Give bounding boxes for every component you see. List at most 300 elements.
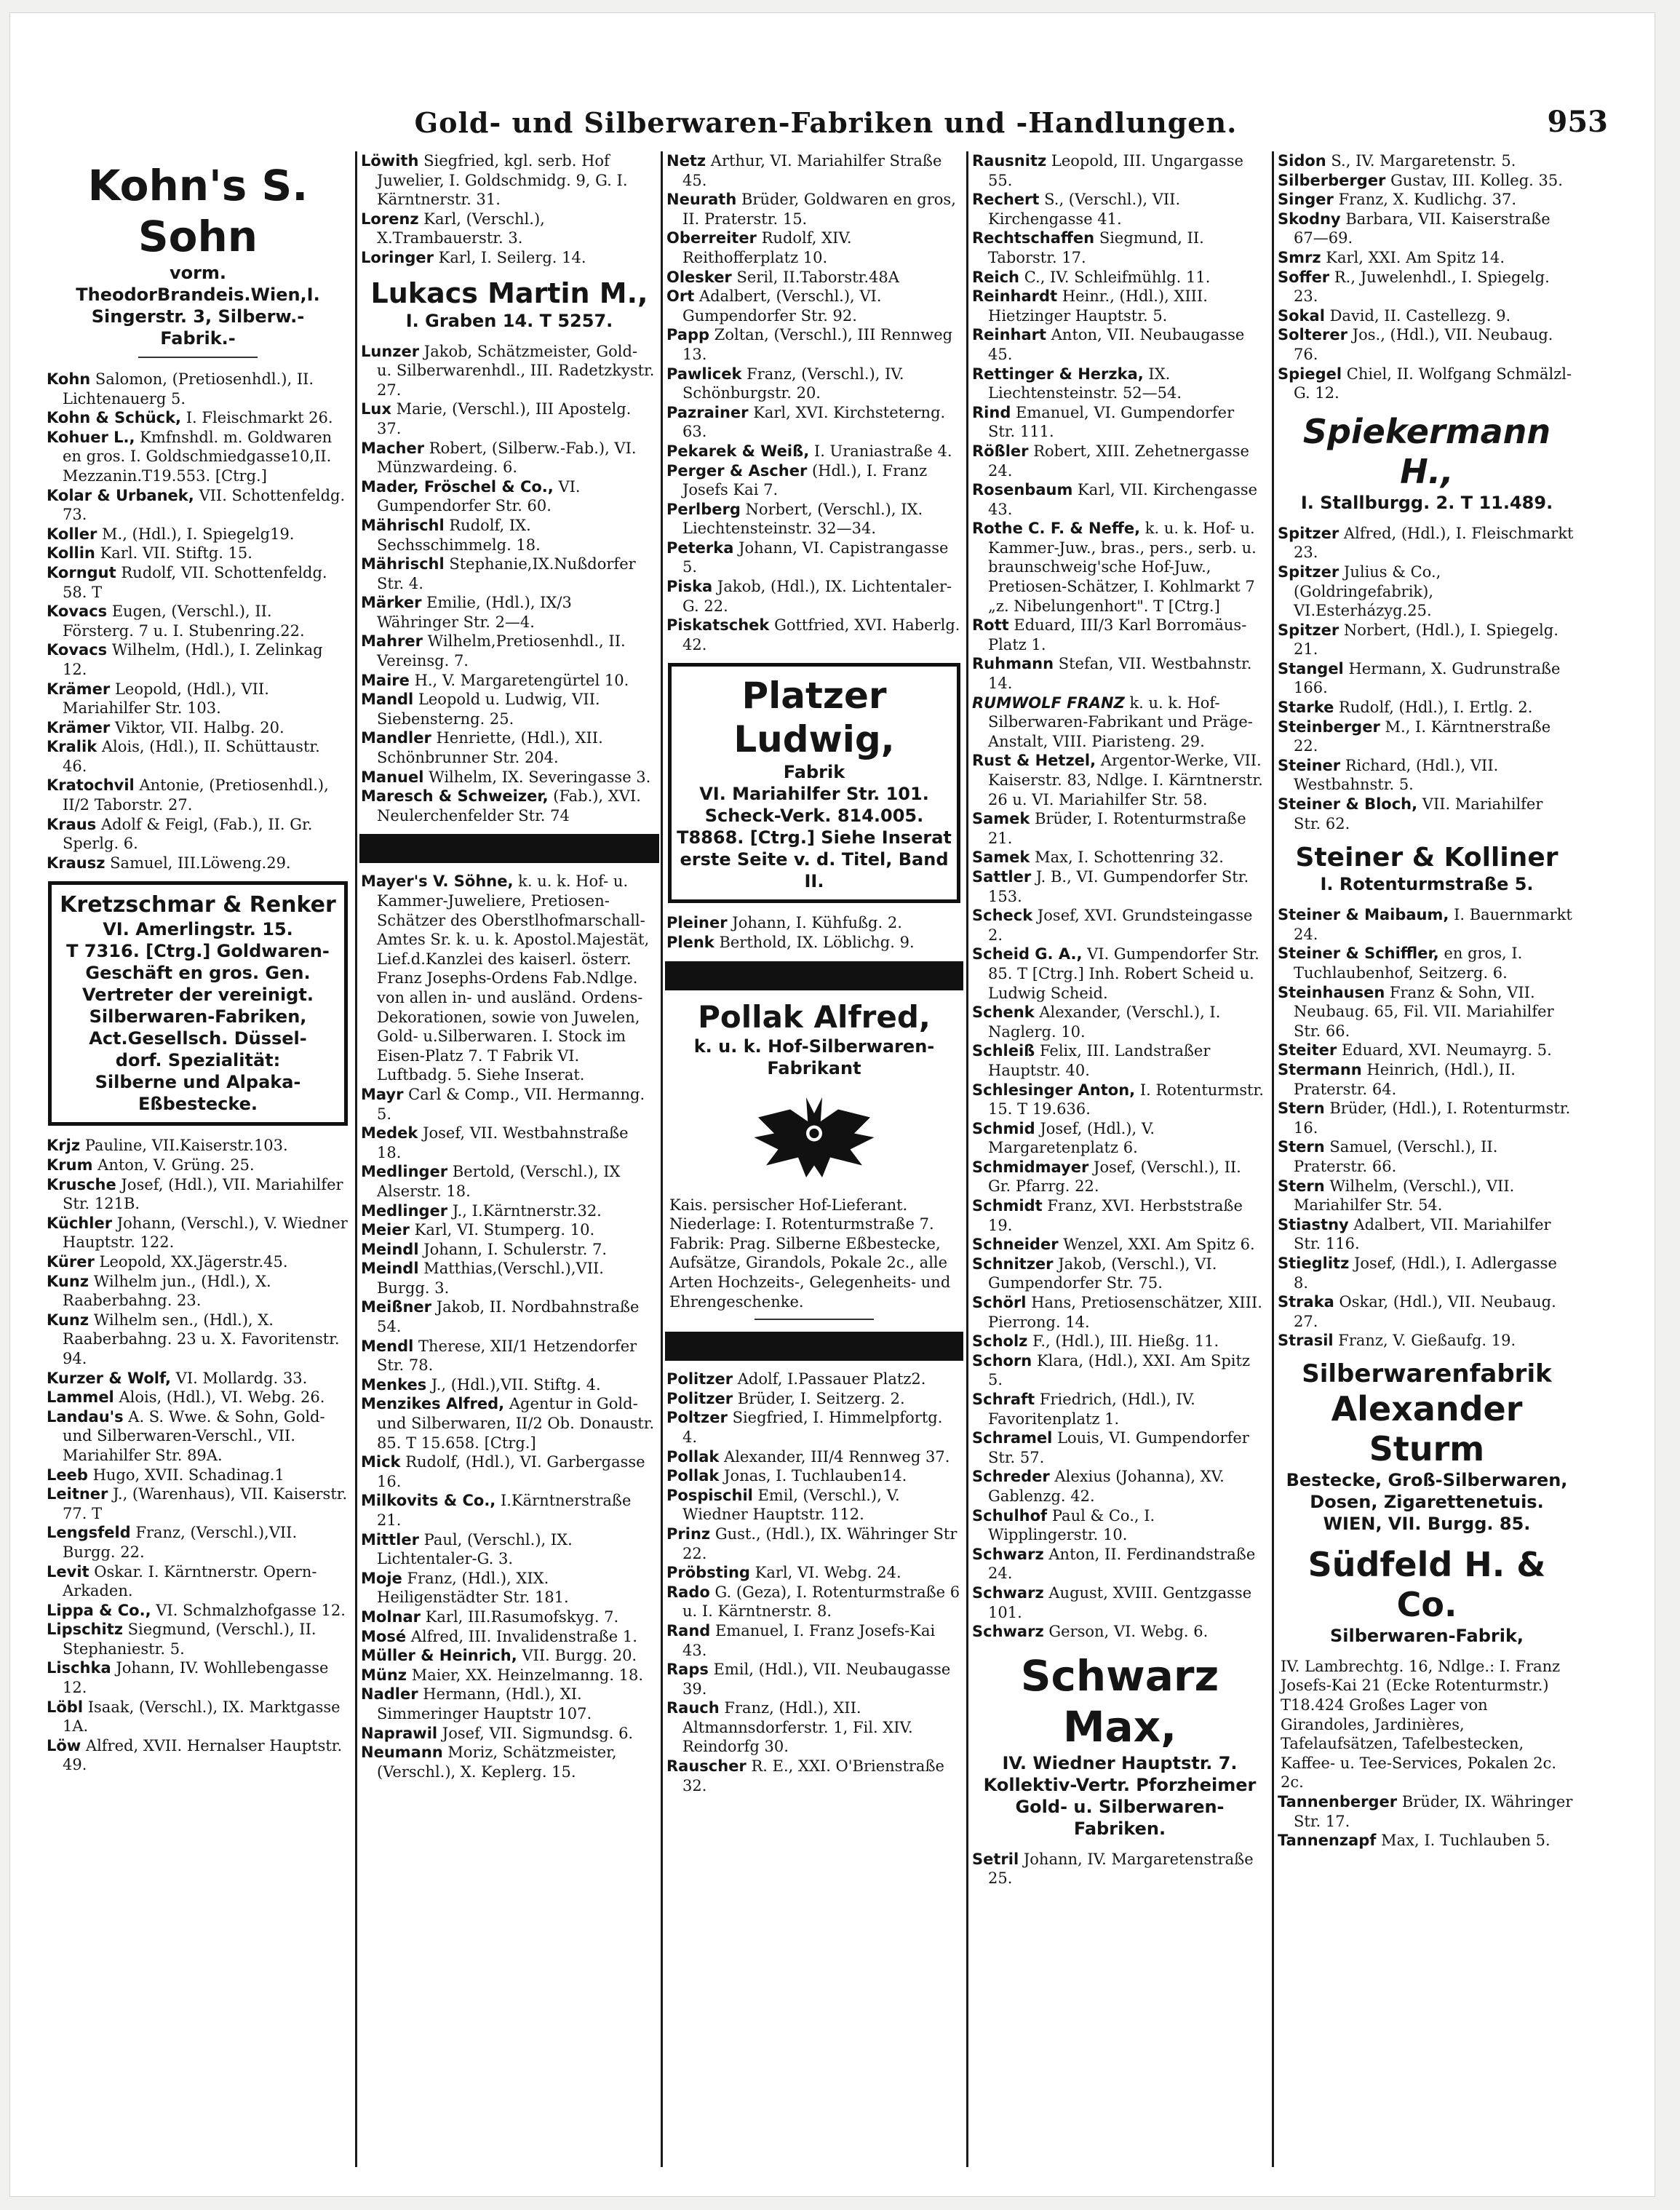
- directory-entry: [666, 1370, 963, 1389]
- entry-name: Kohn & Schück,: [47, 409, 182, 427]
- directory-entry: [47, 1736, 351, 1775]
- entry-name: Schenk: [972, 1003, 1035, 1022]
- column-1: [45, 151, 351, 2167]
- directory-entry: [47, 1156, 351, 1175]
- entry-details: J. B., VI. Gumpendorfer Str. 153.: [988, 867, 1249, 905]
- entry-details: August, XVIII. Gentzgasse 101.: [988, 1583, 1252, 1621]
- directory-entry: [1278, 248, 1577, 268]
- entry-name: Kürer: [47, 1253, 95, 1271]
- entry-name: Levit: [47, 1562, 89, 1581]
- directory-entry: [972, 1081, 1269, 1119]
- entry-name: Steiter: [1278, 1041, 1337, 1060]
- entry-name: Steiner & Bloch,: [1278, 795, 1418, 814]
- directory-entry: [972, 809, 1269, 848]
- entry-name: Ruhmann: [972, 655, 1054, 673]
- entry-name: Scheid G. A.,: [972, 945, 1083, 963]
- directory-entry: [47, 815, 351, 854]
- entry-name: Meißner: [361, 1298, 431, 1316]
- entry-name: Kollin: [47, 544, 95, 563]
- entry-name: Schwarz: [972, 1545, 1044, 1563]
- entry-name: Krausz: [47, 854, 106, 872]
- entry-details: Eduard, III/3 Karl Borromäus-Platz 1.: [988, 616, 1247, 653]
- entry-name: Loringer: [361, 248, 434, 266]
- entry-details: VII. Schottenfeldg. 73.: [63, 486, 346, 524]
- advertiser-name: Kohn's S. Sohn: [87, 161, 308, 261]
- entry-name: Medek: [361, 1124, 418, 1142]
- entry-details: Samuel, III.Löweng.29.: [110, 854, 291, 872]
- entry-details: Seril, II.Taborstr.48A: [736, 268, 899, 286]
- entry-details: Jakob, Schätzmeister, Gold- u. Silberwarenhdl., III. Radetzkystr. 27.: [377, 342, 655, 399]
- entry-details: Pauline, VII.Kaiserstr.103.: [84, 1137, 288, 1155]
- directory-entry: [361, 151, 659, 210]
- entry-name: Löbl: [47, 1698, 84, 1716]
- advertiser-name: Kretzschmar & Renker: [60, 892, 336, 918]
- entry-details: Adalbert, (Verschl.), VI. Gumpendorfer Str. 92.: [682, 287, 882, 325]
- advertisement: [1279, 1359, 1574, 1535]
- entry-name: Mandler: [361, 729, 431, 747]
- entry-name: Kovacs: [47, 641, 108, 659]
- directory-entry: [361, 555, 659, 593]
- entry-details: Karl, XVI. Kirchsteterng. 63.: [682, 403, 946, 441]
- directory-entry: [361, 1394, 659, 1452]
- entry-name: Macher: [361, 439, 425, 457]
- entry-name: Schraft: [972, 1391, 1035, 1408]
- directory-entry: [361, 1085, 659, 1124]
- entry-details: Jakob, (Verschl.), VI. Gumpendorfer Str. 75.: [988, 1255, 1217, 1292]
- entry-details: C., IV. Schleifmühlg. 11.: [1024, 268, 1211, 286]
- directory-entry: [361, 632, 659, 670]
- directory-entry: [666, 190, 963, 228]
- entry-details: R. E., XXI. O'Brienstraße 32.: [682, 1757, 944, 1794]
- entry-name: Menkes: [361, 1375, 427, 1394]
- directory-entry: [47, 854, 351, 873]
- entry-details: Gust., (Hdl.), IX. Währinger Str 22.: [682, 1525, 958, 1562]
- entry-details: Heinr., (Hdl.), XIII. Hietzinger Hauptstr. 5.: [988, 287, 1208, 325]
- directory-entry: [972, 1255, 1269, 1293]
- advertisement-line: Fabrik: [783, 762, 845, 783]
- entry-name: Moje: [361, 1569, 402, 1587]
- entry-name: Märker: [361, 594, 422, 612]
- directory-entry: [47, 544, 351, 563]
- entry-name: Schleiß: [972, 1042, 1035, 1060]
- entry-name: Olesker: [666, 268, 732, 286]
- entry-details: J., (Warenhaus), VII. Kaiserstr. 77. T: [63, 1485, 348, 1522]
- directory-entry: [361, 593, 659, 632]
- advertisement-line: dorf. Spezialität:: [115, 1050, 281, 1071]
- directory-entry: [47, 1136, 351, 1156]
- entry-details: Chiel, II. Wolfgang Schmälzl-G. 12.: [1294, 365, 1572, 402]
- directory-entry: [47, 563, 351, 602]
- entry-name: Skodny: [1278, 210, 1341, 228]
- entry-name: Medlinger: [361, 1163, 448, 1181]
- entry-details: Leopold u. Ludwig, VII. Siebensterng. 25.: [377, 691, 600, 728]
- advertiser-name: Lukacs Martin M.,: [370, 277, 648, 309]
- entry-name: Papp: [666, 326, 710, 344]
- entry-name: Setril: [972, 1850, 1019, 1868]
- entry-name: Stermann: [1278, 1060, 1362, 1078]
- entry-name: Kralik: [47, 738, 97, 756]
- entry-name: Sattler: [972, 867, 1032, 886]
- entry-details: Brüder, I. Seitzerg. 2.: [737, 1389, 905, 1407]
- entry-name: Singer: [1278, 191, 1334, 209]
- advertisement-line: Act.Gesellsch. Düssel-: [89, 1028, 307, 1049]
- entry-name: Reinhart: [972, 326, 1047, 344]
- advertisement-line: T8868. [Ctrg.] Siehe Inserat: [677, 827, 952, 848]
- entry-details: Karl, VI. Webg. 24.: [755, 1564, 901, 1582]
- directory-entry: [361, 1743, 659, 1781]
- separator-rule: [138, 357, 258, 358]
- entry-details: Franz, XVI. Herbststraße 19.: [988, 1197, 1243, 1234]
- entry-details: k. u. k. Hof- u. Kammer-Juweliere, Pretiosen-Schätzer des Oberstlhofmarschall-Amtes Sr. k. u. k. Apostol.Majestät, Lief.d.Kanzlei des kaiserl. österr. Franz Josephs-Ordens Fab.Ndlge. von allen in- und ausländ. Ordens-Dekorationen, sowie von Juwelen, Gold- u.Silberwaren. I. Stock im Eisen-Platz 7. T Fabrik VI. Luftbadg. 5. Siehe Inserat.: [377, 873, 650, 1084]
- entry-name: Kunz: [47, 1311, 89, 1329]
- advertisement-line: I. Graben 14. T 5257.: [405, 310, 613, 331]
- directory-entry: [972, 1235, 1269, 1255]
- entry-details: Adalbert, VII. Mariahilfer Str. 116.: [1294, 1215, 1551, 1253]
- entry-details: Rudolf, (Hdl.), I. Ertlg. 2.: [1339, 699, 1533, 717]
- entry-details: Karl, III.Rasumofskyg. 7.: [425, 1607, 619, 1626]
- entry-name: Kurzer & Wolf,: [47, 1369, 171, 1387]
- entry-details: Franz, (Hdl.), XII. Altmannsdorferstr. 1, Fil. XIV. Reindorfg 30.: [682, 1699, 913, 1756]
- entry-details: Salomon, (Pretiosenhdl.), II. Lichtenauerg 5.: [63, 370, 314, 408]
- entry-details: Josef, XVI. Grundsteingasse 2.: [988, 907, 1253, 944]
- entry-details: Alfred, (Hdl.), I. Fleischmarkt 23.: [1294, 524, 1574, 562]
- directory-entry: [972, 1158, 1269, 1196]
- advertisement-line: Singerstr. 3, Silberw.-: [91, 306, 305, 327]
- entry-name: Leeb: [47, 1466, 88, 1484]
- entry-details: Felix, III. Landstraßer Hauptstr. 40.: [988, 1042, 1211, 1079]
- entry-name: Politzer: [666, 1389, 733, 1407]
- entry-details: Kmfnshdl. m. Goldwaren en gros. I. Goldschmiedgasse10,II. Mezzanin.T19.553. [Ctrg.]: [63, 428, 333, 485]
- double-eagle-emblem: [734, 1089, 894, 1185]
- advertisement: [1279, 1545, 1574, 1647]
- directory-entry: [666, 403, 963, 442]
- advertisement: [668, 663, 960, 903]
- entry-details: M., (Hdl.), I. Spiegelg19.: [102, 525, 295, 543]
- entry-name: Schneider: [972, 1236, 1059, 1254]
- directory-entry: [972, 442, 1269, 480]
- column-divider: [1272, 151, 1274, 2167]
- entry-details: Emanuel, VI. Gumpendorfer Str. 111.: [988, 403, 1235, 441]
- directory-entry: [1278, 151, 1577, 171]
- entry-name: Reinhardt: [972, 287, 1058, 306]
- entry-name: Krusche: [47, 1175, 116, 1193]
- entry-name: Rosenbaum: [972, 481, 1073, 499]
- entry-name: Rauch: [666, 1699, 720, 1717]
- entry-name: Naprawil: [361, 1724, 438, 1742]
- entry-details: Jakob, (Hdl.), IX. Lichtentaler-G. 22.: [682, 578, 952, 615]
- entry-name: Koller: [47, 525, 97, 543]
- directory-entry: [972, 848, 1269, 867]
- entry-details: Josef, (Verschl.), II. Gr. Pfarrg. 22.: [988, 1158, 1241, 1196]
- directory-entry: [972, 1583, 1269, 1622]
- advertiser-name: Silberwarenfabrik: [1302, 1359, 1552, 1388]
- directory-entry: [361, 1685, 659, 1723]
- entry-name: Krämer: [47, 680, 111, 698]
- directory-entry: [361, 728, 659, 767]
- entry-name: Strasil: [1278, 1332, 1334, 1350]
- column-3: [665, 151, 963, 2167]
- column-5: [1276, 151, 1577, 2167]
- entry-name: Molnar: [361, 1607, 421, 1626]
- entry-details: Gottfried, XVI. Haberlg. 42.: [682, 616, 960, 653]
- directory-entry: [1278, 190, 1577, 210]
- entry-details: IX. Liechtensteinstr. 52—54.: [988, 365, 1182, 402]
- advertisement-line: Silberwaren-Fabrik,: [1329, 1625, 1524, 1646]
- entry-name: Piskatschek: [666, 616, 770, 635]
- directory-entry: [666, 1447, 963, 1467]
- directory-entry: [972, 403, 1269, 442]
- entry-name: Kolar & Urbanek,: [47, 486, 194, 504]
- column-divider: [355, 151, 357, 2167]
- directory-entry: [972, 1506, 1269, 1545]
- entry-details: Norbert, (Verschl.), IX. Liechtensteinstr. 32—34.: [682, 500, 923, 538]
- advertiser-name: Pollak Alfred,: [698, 998, 931, 1035]
- directory-entry: [666, 461, 963, 500]
- entry-details: Wilhelm sen., (Hdl.), X. Raaberbahng. 23 u. X. Favoritenstr. 94.: [63, 1311, 340, 1367]
- entry-name: Lipschitz: [47, 1621, 123, 1639]
- entry-details: H., V. Margaretengürtel 10.: [414, 671, 629, 689]
- directory-entry: [361, 1646, 659, 1666]
- entry-details: Wilhelm, (Verschl.), VII. Mariahilfer Str. 54.: [1294, 1177, 1515, 1215]
- advertisement-line: VI. Amerlingstr. 15.: [103, 919, 293, 940]
- column-divider: [966, 151, 968, 2167]
- entry-details: Siegfried, I. Himmelpfortg. 4.: [682, 1409, 943, 1446]
- entry-details: Alexander, (Verschl.), I. Naglerg. 10.: [988, 1003, 1221, 1041]
- entry-details: en gros, I. Tuchlaubenhof, Seitzerg. 6.: [1294, 945, 1523, 982]
- entry-details: Robert, (Silberw.-Fab.), VI. Münzwardeing. 6.: [377, 439, 637, 477]
- entry-name: Schlesinger Anton,: [972, 1081, 1136, 1099]
- advertiser-name: Südfeld H. & Co.: [1307, 1544, 1546, 1624]
- entry-details: Zoltan, (Verschl.), III Rennweg 13.: [682, 326, 953, 363]
- entry-details: Josef, (Hdl.), VII. Mariahilfer Str. 121B.: [63, 1175, 343, 1213]
- entry-name: Scheck: [972, 907, 1033, 925]
- entry-details: Johann, IV. Wohllebengasse 12.: [63, 1659, 329, 1697]
- entry-details: Bertold, (Verschl.), IX Alserstr. 18.: [377, 1163, 621, 1200]
- directory-entry: [666, 268, 963, 287]
- directory-entry: [972, 228, 1269, 267]
- directory-entry: [1278, 524, 1577, 563]
- entry-name: Münz: [361, 1666, 407, 1684]
- directory-entry: [972, 1390, 1269, 1428]
- entry-details: G. (Geza), I. Rotenturmstraße 6 u. I. Kärntnerstr. 8.: [682, 1583, 960, 1621]
- directory-entry: [666, 1583, 963, 1621]
- directory-entry: [972, 1003, 1269, 1041]
- directory-entry: [47, 1388, 351, 1407]
- entry-name: Stern: [1278, 1100, 1325, 1118]
- entry-details: Eugen, (Verschl.), II. Försterg. 7 u. I. Stubenring.22.: [63, 603, 305, 640]
- advertisement-line: k. u. k. Hof-Silberwaren-: [693, 1036, 935, 1057]
- advertisement-line: vorm. TheodorBrandeis.Wien,I.: [76, 263, 320, 305]
- entry-name: Steiner: [1278, 756, 1341, 774]
- entry-name: Mayr: [361, 1085, 404, 1103]
- entry-details: Siegmund, (Verschl.), II. Stephaniestr. 5.: [63, 1621, 317, 1658]
- entry-details: VI. Gumpendorfer Str. 60.: [377, 477, 581, 515]
- entry-details: Friedrich, (Hdl.), IV. Favoritenplatz 1.: [988, 1391, 1195, 1428]
- entry-name: Rauscher: [666, 1757, 747, 1776]
- directory-entry: [666, 1660, 963, 1698]
- entry-details: VI. Schmalzhofgasse 12.: [156, 1601, 346, 1619]
- entry-details: Moriz, Schätzmeister, (Verschl.), X. Keplerg. 15.: [377, 1744, 617, 1781]
- entry-name: Kraus: [47, 815, 97, 833]
- entry-name: Mick: [361, 1453, 401, 1471]
- entry-name: Rettinger & Herzka,: [972, 365, 1144, 383]
- directory-entry: [666, 1466, 963, 1486]
- entry-details: Richard, (Hdl.), VII. Westbahnstr. 5.: [1294, 756, 1499, 794]
- entry-details: Rudolf, XIV. Reithofferplatz 10.: [682, 229, 852, 266]
- directory-entry: [972, 1041, 1269, 1080]
- directory-entry: [666, 913, 963, 933]
- directory-entry: [972, 945, 1269, 1003]
- entry-name: Stiastny: [1278, 1215, 1349, 1233]
- entry-details: Karl, XXI. Am Spitz 14.: [1326, 248, 1505, 266]
- entry-name: Lippa & Co.,: [47, 1601, 151, 1619]
- directory-entry: [361, 516, 659, 555]
- directory-entry: [361, 768, 659, 787]
- entry-name: Reich: [972, 268, 1020, 286]
- entry-details: I. Fleischmarkt 26.: [186, 409, 333, 427]
- entry-details: Hugo, XVII. Schadinag.1: [92, 1466, 284, 1484]
- directory-entry: [47, 1369, 351, 1388]
- entry-details: Johann, I. Kühfußg. 2.: [732, 914, 902, 932]
- directory-entry: [1278, 795, 1577, 833]
- entry-details: Wilhelm, IX. Severingasse 3.: [429, 768, 651, 786]
- directory-entry: [47, 1658, 351, 1697]
- advertisement-line: VI. Mariahilfer Str. 101.: [699, 784, 929, 805]
- column-4: [971, 151, 1269, 2167]
- entry-name: Rado: [666, 1583, 710, 1601]
- entry-details: Carl & Comp., VII. Hermanng. 5.: [377, 1085, 645, 1123]
- entry-details: David, II. Castellezg. 9.: [1329, 306, 1511, 325]
- entry-name: Medlinger: [361, 1201, 448, 1220]
- entry-name: Tannenberger: [1278, 1793, 1398, 1811]
- directory-entry: [666, 933, 963, 953]
- entry-name: Samek: [972, 848, 1030, 867]
- entry-details: Franz, (Verschl.),VII. Burgg. 22.: [63, 1524, 298, 1561]
- directory-entry: [361, 1666, 659, 1685]
- entry-details: k. u. k. Hof- u. Kammer-Juw., bras., pers., serb. u. braunschweig'sche Hof-Juw., Pretiosen-Schätzer, I. Kohlmarkt 7 „z. Nibelungenhort". T [Ctrg.]: [988, 520, 1257, 615]
- directory-entry: [1278, 1215, 1577, 1254]
- entry-details: Karl, VII. Kirchengasse 43.: [988, 481, 1258, 518]
- entry-name: Schnitzer: [972, 1255, 1054, 1273]
- entry-name: Raps: [666, 1661, 709, 1679]
- advertisement-line: Fabrik.-: [160, 328, 236, 349]
- directory-entry: [972, 693, 1269, 752]
- directory-entry: [972, 1850, 1269, 1888]
- directory-entry: [1278, 621, 1577, 659]
- advertisement-line: Geschäft en gros. Gen.: [85, 963, 311, 984]
- entry-details: Josef, VII. Sigmundsg. 6.: [442, 1724, 634, 1742]
- advertisement: [48, 881, 348, 1126]
- entry-name: Pleiner: [666, 914, 728, 932]
- entry-name: Mittler: [361, 1530, 419, 1549]
- entry-name: Schwarz: [972, 1583, 1044, 1602]
- directory-entry: [1278, 1292, 1577, 1331]
- directory-entry: [47, 1214, 351, 1252]
- black-bar: [665, 1332, 963, 1361]
- entry-name: Kohn: [47, 370, 91, 388]
- directory-entry: [666, 151, 963, 190]
- entry-details: VI. Mollardg. 33.: [175, 1369, 308, 1387]
- entry-details: Karl. VII. Stiftg. 15.: [100, 544, 252, 563]
- directory-entry: [972, 1467, 1269, 1506]
- entry-name: Menzikes Alfred,: [361, 1395, 505, 1413]
- entry-name: Milkovits & Co.,: [361, 1492, 496, 1510]
- entry-details: Henriette, (Hdl.), XII. Schönbrunner Str. 204.: [377, 729, 603, 767]
- entry-name: Mader, Fröschel & Co.,: [361, 477, 554, 496]
- advertiser-name: Platzer Ludwig,: [733, 675, 895, 761]
- entry-name: Kovacs: [47, 603, 108, 621]
- entry-details: Antonie, (Pretiosenhdl.), II/2 Taborstr. 27.: [63, 776, 329, 814]
- advertisement-line: Eßbestecke.: [138, 1094, 258, 1115]
- entry-name: Schwarz: [972, 1623, 1044, 1641]
- entry-name: Meier: [361, 1221, 410, 1239]
- entry-details: Therese, XII/1 Hetzendorfer Str. 78.: [377, 1337, 637, 1375]
- directory-entry: [972, 654, 1269, 693]
- directory-entry: [972, 325, 1269, 364]
- entry-details: M., I. Kärntnerstraße 22.: [1294, 718, 1551, 755]
- directory-entry: [972, 1351, 1269, 1390]
- directory-entry: [47, 1175, 351, 1214]
- entry-name: Meindl: [361, 1240, 419, 1258]
- entry-name: Lorenz: [361, 210, 419, 228]
- directory-entry: [361, 1375, 659, 1395]
- entry-details: Jonas, I. Tuchlauben14.: [724, 1467, 907, 1485]
- entry-details: I. Rotenturmstr. 15. T 19.636.: [988, 1081, 1264, 1118]
- directory-entry: [47, 737, 351, 776]
- directory-entry: [47, 525, 351, 544]
- directory-entry: [47, 428, 351, 486]
- entry-details: (Hdl.), I. Franz Josefs Kai 7.: [682, 461, 928, 499]
- directory-entry: [361, 1627, 659, 1647]
- entry-details: Emil, (Verschl.), V. Wiedner Hauptstr. 112.: [682, 1486, 900, 1524]
- directory-entry: [1278, 563, 1577, 621]
- advertisement-line: Vertreter der vereinigt.: [82, 985, 314, 1006]
- entry-name: Rind: [972, 403, 1011, 421]
- entry-name: Neumann: [361, 1744, 443, 1762]
- directory-entry: [972, 287, 1269, 325]
- directory-entry: [972, 519, 1269, 616]
- entry-name: Pospischil: [666, 1486, 753, 1504]
- directory-entry: [361, 1240, 659, 1260]
- entry-name: Schramel: [972, 1429, 1053, 1447]
- entry-name: Rand: [666, 1621, 711, 1639]
- directory-entry: [47, 718, 351, 738]
- directory-entry: [47, 408, 351, 428]
- entry-details: Siegfried, kgl. serb. Hof Juwelier, I. Goldschmidg. 9, G. I. Kärntnerstr. 31.: [377, 152, 628, 209]
- advertisement: [974, 1650, 1266, 1840]
- directory-entry: [361, 1297, 659, 1336]
- entry-name: Krjz: [47, 1137, 81, 1155]
- entry-details: Anton, VII. Neubaugasse 45.: [988, 326, 1245, 363]
- black-bar: [665, 961, 963, 990]
- entry-details: VII. Burgg. 20.: [522, 1647, 637, 1665]
- entry-details: Johann, (Verschl.), V. Wiedner Hauptstr. 122.: [63, 1214, 348, 1252]
- entry-name: Schmidt: [972, 1197, 1043, 1215]
- entry-details: Maier, XX. Heinzelmanng. 18.: [411, 1666, 644, 1684]
- entry-name: Lux: [361, 400, 391, 418]
- directory-entry: [47, 1601, 351, 1621]
- directory-entry: [1278, 944, 1577, 982]
- directory-entry: [666, 1757, 963, 1795]
- entry-name: Mendl: [361, 1337, 414, 1355]
- entry-details: Emil, (Hdl.), VII. Neubaugasse 39.: [682, 1661, 951, 1698]
- entry-details: Karl, (Verschl.), X.Trambauerstr. 3.: [377, 210, 545, 247]
- entry-details: Max, I. Schottenring 32.: [1035, 848, 1224, 867]
- entry-name: Poltzer: [666, 1409, 728, 1427]
- directory-entry: [47, 602, 351, 640]
- entry-name: Smrz: [1278, 248, 1321, 266]
- directory-entry: [47, 1620, 351, 1658]
